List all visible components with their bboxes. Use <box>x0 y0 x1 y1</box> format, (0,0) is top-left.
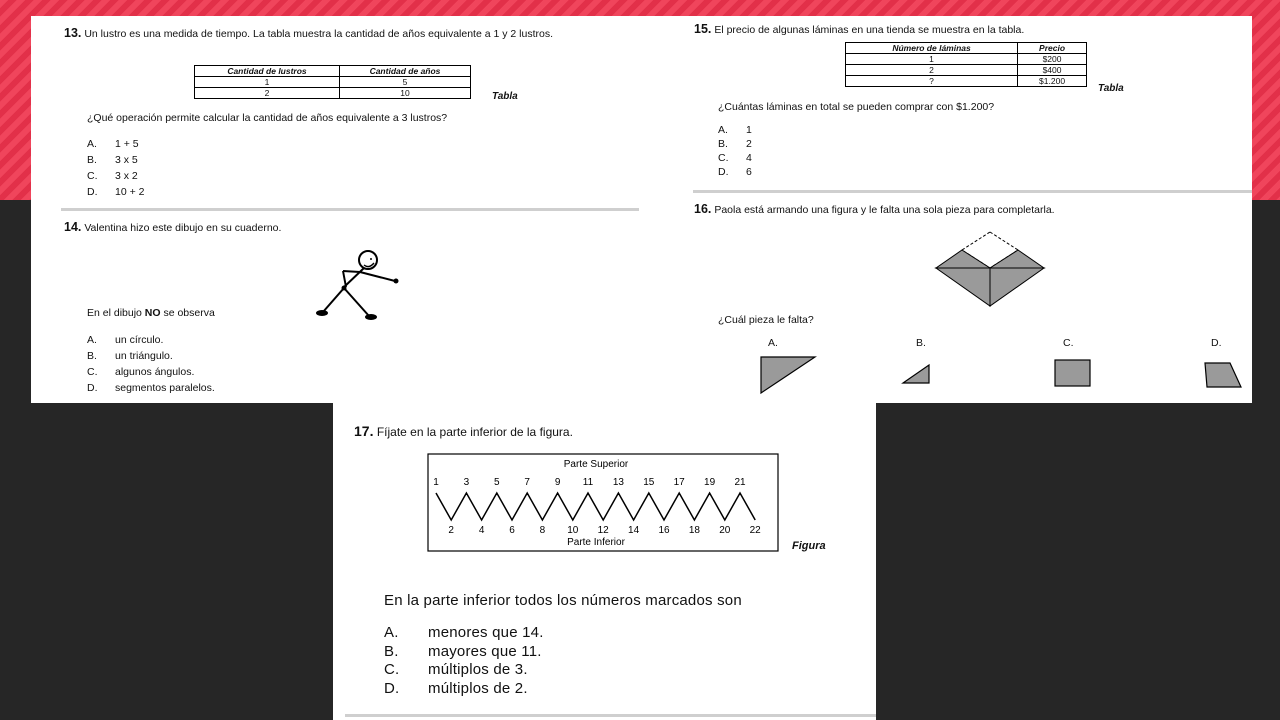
q17-number: 17. <box>354 423 374 439</box>
q16-question: ¿Cuál pieza le falta? <box>718 314 814 326</box>
q15-text: El precio de algunas láminas en una tienda se muestra en la tabla. <box>714 24 1025 36</box>
q16-option-a-label: A. <box>768 337 778 349</box>
q15-number: 15. <box>694 22 712 36</box>
q15-table-header: Número de láminas <box>846 43 1018 54</box>
table-cell: 5 <box>339 77 470 88</box>
option-text: menores que 14. <box>428 624 544 641</box>
option-text: múltiplos de 2. <box>428 679 528 697</box>
zigzag-line <box>436 493 755 520</box>
option-text: 3 x 5 <box>115 154 138 166</box>
incomplete-puzzle-figure <box>931 230 1051 310</box>
option-letter: D. <box>384 679 400 697</box>
table-row <box>195 77 471 88</box>
option-text: un triángulo. <box>115 350 173 362</box>
piece-d-trapezoid[interactable] <box>1202 360 1244 390</box>
top-number: 17 <box>673 477 685 488</box>
top-number: 21 <box>734 477 746 488</box>
top-number: 11 <box>582 477 594 488</box>
option-a[interactable] <box>384 624 544 643</box>
option-letter: C. <box>87 366 98 378</box>
option-letter: B. <box>87 154 97 166</box>
option-c[interactable] <box>384 661 544 680</box>
option-d[interactable] <box>384 680 544 699</box>
option-c[interactable] <box>718 151 752 165</box>
piece-c-square[interactable] <box>1053 358 1093 388</box>
q13-table-header: Cantidad de lustros <box>195 66 340 77</box>
q14-text: Valentina hizo este dibujo en su cuaderno. <box>84 222 282 234</box>
option-letter: B. <box>718 138 728 150</box>
option-letter: C. <box>384 661 400 678</box>
option-text: mayores que 11. <box>428 642 542 660</box>
option-letter: B. <box>384 642 399 660</box>
figure-top-label: Parte Superior <box>563 459 629 470</box>
table-cell: 10 <box>339 88 470 99</box>
option-text: 4 <box>746 152 752 164</box>
q16-text: Paola está armando una figura y le falta una sola pieza para completarla. <box>714 204 1055 216</box>
option-letter: D. <box>718 166 729 178</box>
q15-table-header: Precio <box>1018 43 1087 54</box>
q13-text: Un lustro es una medida de tiempo. La tabla muestra la cantidad de años equivalente a 1 y 2 lustros. <box>84 28 554 40</box>
option-text: 3 x 2 <box>115 170 138 182</box>
zigzag-number-figure <box>427 453 779 553</box>
top-number: 13 <box>612 477 624 488</box>
worksheet-panel-top <box>31 16 1252 403</box>
q14-prompt <box>64 222 281 234</box>
q14-options <box>87 332 215 396</box>
q16-option-b-label: B. <box>916 337 926 349</box>
option-letter: D. <box>87 382 98 394</box>
option-c[interactable] <box>87 168 145 184</box>
option-b[interactable] <box>718 137 752 151</box>
bottom-number: 2 <box>448 525 454 536</box>
q17-prompt <box>354 423 573 439</box>
q15-table-label: Tabla <box>1098 83 1124 94</box>
table-cell: $200 <box>1018 54 1087 65</box>
table-cell: 1 <box>195 77 340 88</box>
table-row <box>195 88 471 99</box>
option-letter: A. <box>87 334 97 346</box>
q16-number: 16. <box>694 202 712 216</box>
bottom-number: 6 <box>509 525 515 536</box>
bottom-number: 14 <box>628 525 640 536</box>
q14-question-emphasis: NO <box>144 307 161 319</box>
option-b[interactable] <box>87 152 145 168</box>
option-d[interactable] <box>87 184 145 200</box>
bottom-number-labels <box>448 525 761 536</box>
section-divider <box>693 190 1252 193</box>
section-divider <box>345 714 876 717</box>
figure-label: Figura <box>792 540 826 552</box>
table-cell: 1 <box>846 54 1018 65</box>
option-text: 1 + 5 <box>115 138 139 150</box>
option-text: 1 <box>746 124 752 136</box>
bottom-number: 16 <box>658 525 670 536</box>
option-b[interactable] <box>384 643 544 662</box>
option-letter: C. <box>718 152 729 164</box>
option-text: 6 <box>746 166 752 178</box>
table-row <box>846 65 1087 76</box>
q16-option-d-label: D. <box>1211 337 1222 349</box>
option-text: 10 + 2 <box>115 186 145 198</box>
option-letter: C. <box>87 170 98 182</box>
q17-question: En la parte inferior todos los números marcados son <box>384 592 742 609</box>
top-number: 19 <box>704 477 716 488</box>
q15-table <box>845 42 1087 87</box>
option-letter: A. <box>384 624 399 641</box>
bottom-number: 22 <box>749 525 761 536</box>
table-cell: 2 <box>846 65 1018 76</box>
option-letter: D. <box>87 186 98 198</box>
q15-options <box>718 123 752 179</box>
top-number: 15 <box>643 477 655 488</box>
q13-table-header: Cantidad de años <box>339 66 470 77</box>
bottom-number: 4 <box>478 525 485 536</box>
figure-bottom-label: Parte Inferior <box>567 537 625 548</box>
top-number-labels <box>433 477 746 488</box>
piece-a-triangle[interactable] <box>758 354 818 396</box>
table-row <box>846 76 1087 87</box>
option-text: un círculo. <box>115 334 164 346</box>
table-row <box>846 54 1087 65</box>
option-text: 2 <box>746 138 752 150</box>
option-text: múltiplos de 3. <box>428 661 528 678</box>
q15-question: ¿Cuántas láminas en total se pueden comprar con $1.200? <box>718 101 995 113</box>
section-divider <box>61 208 639 211</box>
option-a[interactable] <box>87 136 145 152</box>
option-d[interactable] <box>718 165 752 179</box>
q16-prompt <box>694 204 1055 216</box>
top-number: 5 <box>494 477 500 488</box>
q14-question <box>87 308 215 319</box>
stick-figure-drawing <box>311 244 411 320</box>
bottom-number: 10 <box>567 525 579 536</box>
option-c[interactable] <box>87 364 215 380</box>
q14-number: 14. <box>64 220 82 234</box>
option-letter: A. <box>87 138 97 150</box>
table-cell: ? <box>846 76 1018 87</box>
q13-table-label: Tabla <box>492 91 518 102</box>
q16-option-c-label: C. <box>1063 337 1074 349</box>
option-b[interactable] <box>87 348 215 364</box>
option-a[interactable] <box>718 123 752 137</box>
option-letter: B. <box>87 350 97 362</box>
piece-b-small-triangle[interactable] <box>900 362 932 386</box>
q13-number: 13. <box>64 26 82 40</box>
q15-prompt <box>694 24 1024 36</box>
top-number: 1 <box>433 477 439 488</box>
bottom-number: 18 <box>688 525 700 536</box>
q13-question: ¿Qué operación permite calcular la cantidad de años equivalente a 3 lustros? <box>87 112 448 124</box>
table-cell: $1.200 <box>1018 76 1087 87</box>
top-number: 3 <box>463 477 470 488</box>
q13-table <box>194 65 471 99</box>
worksheet-panel-bottom <box>333 403 876 720</box>
option-letter: A. <box>718 124 728 136</box>
bottom-number: 8 <box>539 525 546 536</box>
q17-text: Fíjate en la parte inferior de la figura. <box>376 425 573 439</box>
option-text: segmentos paralelos. <box>115 382 215 394</box>
q14-question-text: se observa <box>160 307 215 319</box>
option-a[interactable] <box>87 332 215 348</box>
bottom-number: 20 <box>719 525 731 536</box>
bottom-number: 12 <box>597 525 609 536</box>
top-number: 9 <box>554 477 561 488</box>
q14-question-text: En el dibujo <box>87 307 145 319</box>
option-d[interactable] <box>87 380 215 396</box>
option-text: algunos ángulos. <box>115 366 195 378</box>
q13-options <box>87 136 145 200</box>
table-cell: 2 <box>195 88 340 99</box>
q13-prompt <box>64 28 634 40</box>
table-cell: $400 <box>1018 65 1087 76</box>
q17-options <box>384 624 544 698</box>
top-number: 7 <box>524 477 530 488</box>
